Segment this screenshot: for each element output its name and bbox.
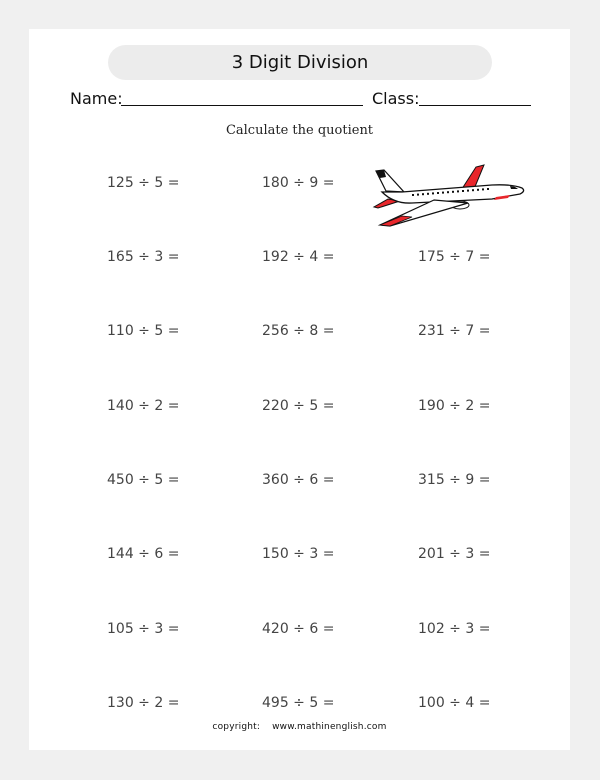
class-label: Class: <box>372 89 420 108</box>
problem-r2-c2: 192 ÷ 4 = <box>262 249 335 265</box>
problem-r3-c2: 256 ÷ 8 = <box>262 323 335 339</box>
problem-r6-c2: 150 ÷ 3 = <box>262 546 335 562</box>
problem-r4-c2: 220 ÷ 5 = <box>262 398 335 414</box>
problem-r4-c3: 190 ÷ 2 = <box>418 398 491 414</box>
problem-r3-c3: 231 ÷ 7 = <box>418 323 491 339</box>
problem-r5-c1: 450 ÷ 5 = <box>107 472 180 488</box>
copyright-label: copyright: <box>212 722 261 732</box>
problem-r8-c1: 130 ÷ 2 = <box>107 695 180 711</box>
worksheet-title: 3 Digit Division <box>108 45 492 80</box>
problem-r4-c1: 140 ÷ 2 = <box>107 398 180 414</box>
name-field[interactable] <box>121 105 363 106</box>
problem-r5-c3: 315 ÷ 9 = <box>418 472 491 488</box>
class-field[interactable] <box>419 105 531 106</box>
problem-r1-c1: 125 ÷ 5 = <box>107 175 180 191</box>
problem-r8-c2: 495 ÷ 5 = <box>262 695 335 711</box>
name-label: Name: <box>70 89 123 108</box>
airplane-icon <box>372 163 527 229</box>
copyright-site-link[interactable]: www.mathinenglish.com <box>272 722 387 732</box>
instructions: Calculate the quotient <box>225 123 374 138</box>
copyright-footer <box>29 722 570 732</box>
problem-r7-c2: 420 ÷ 6 = <box>262 621 335 637</box>
problem-r7-c1: 105 ÷ 3 = <box>107 621 180 637</box>
problem-r7-c3: 102 ÷ 3 = <box>418 621 491 637</box>
problem-r1-c2: 180 ÷ 9 = <box>262 175 335 191</box>
worksheet-page <box>29 29 570 750</box>
problem-r5-c2: 360 ÷ 6 = <box>262 472 335 488</box>
problem-r2-c1: 165 ÷ 3 = <box>107 249 180 265</box>
problem-r6-c3: 201 ÷ 3 = <box>418 546 491 562</box>
problem-r3-c1: 110 ÷ 5 = <box>107 323 180 339</box>
problem-r2-c3: 175 ÷ 7 = <box>418 249 491 265</box>
problem-r6-c1: 144 ÷ 6 = <box>107 546 180 562</box>
problem-r8-c3: 100 ÷ 4 = <box>418 695 491 711</box>
